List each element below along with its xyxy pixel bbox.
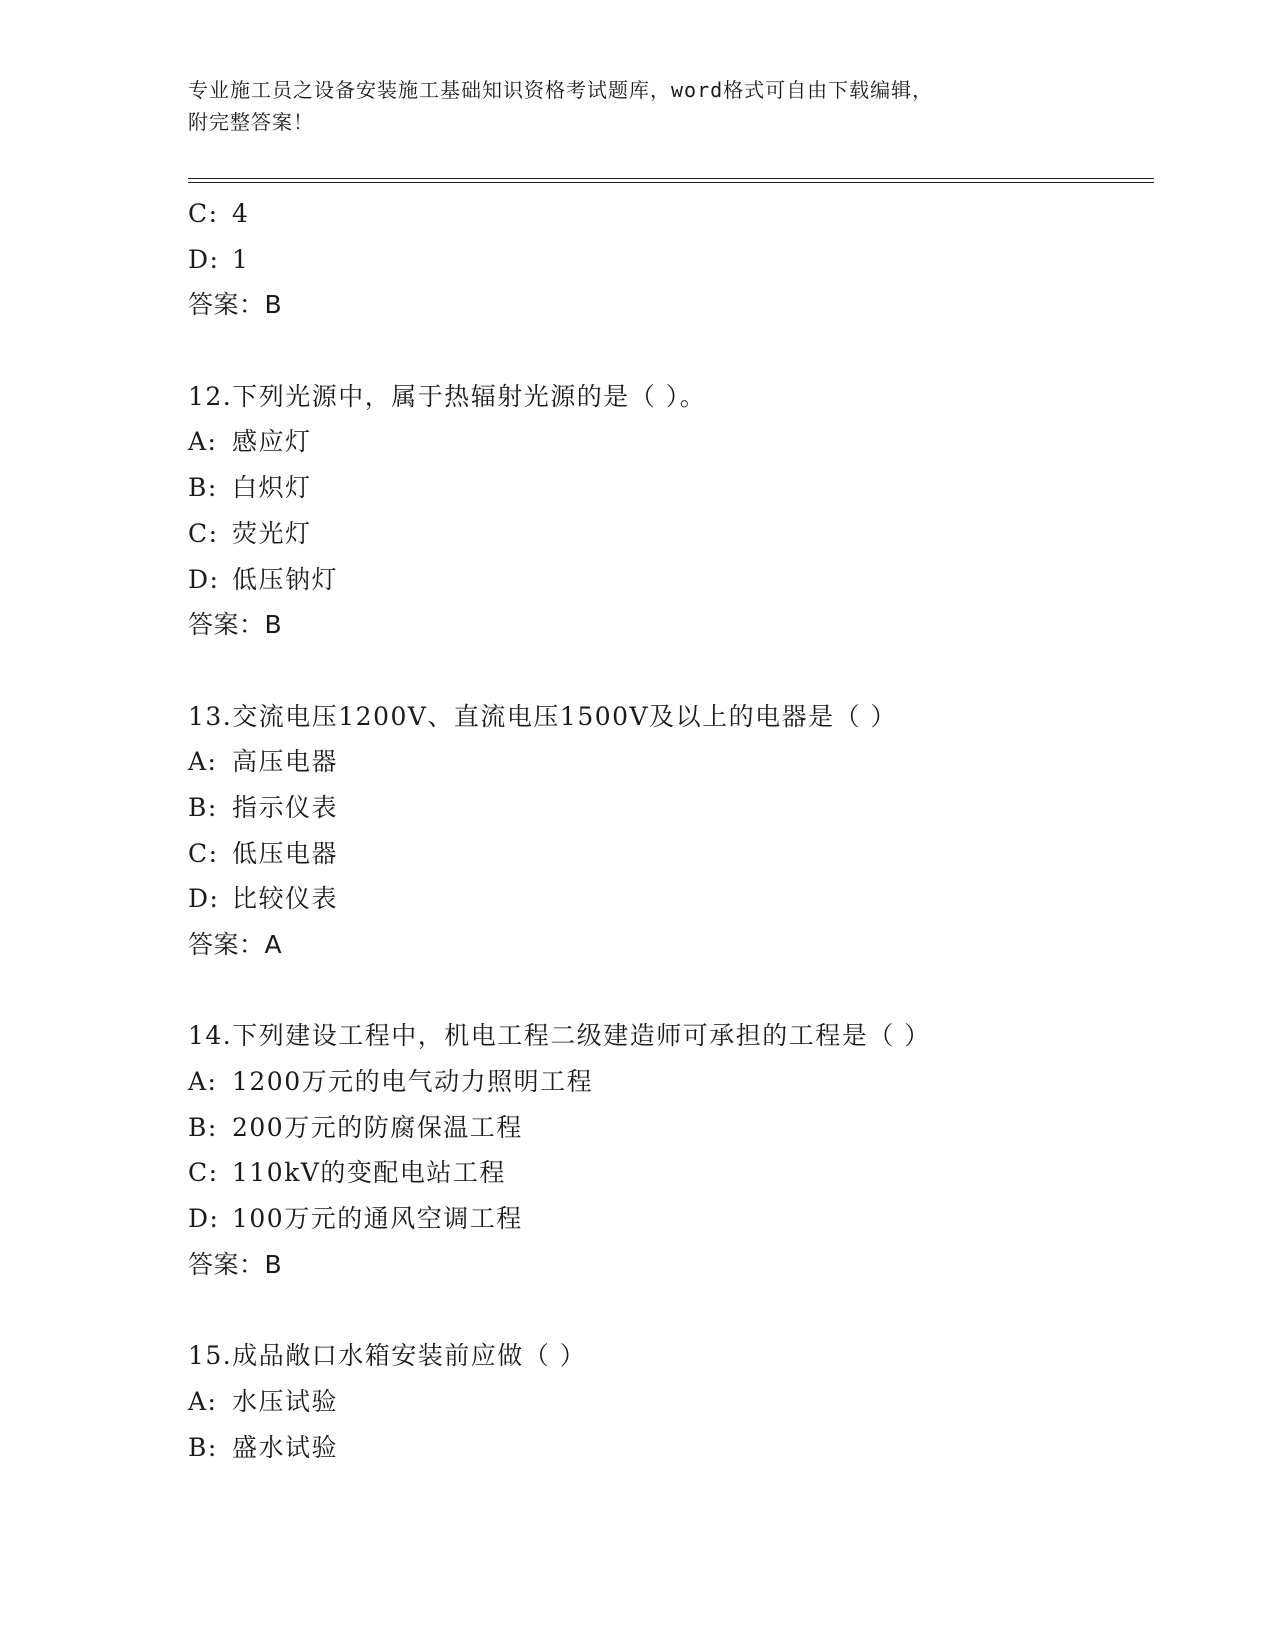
option-d [188, 1200, 1154, 1246]
option-text: 感应灯 [232, 427, 312, 457]
option-b [188, 1109, 1154, 1155]
option-letter: A: [188, 747, 218, 777]
option-text: 110kV的变配电站工程 [232, 1158, 506, 1188]
question-list [188, 195, 1154, 1474]
option-text: 盛水试验 [232, 1432, 339, 1462]
option-d [188, 880, 1154, 926]
option-d [188, 241, 1154, 287]
header-divider-bottom [188, 182, 1154, 183]
option-a [188, 1383, 1154, 1429]
option-text: 比较仪表 [232, 884, 339, 914]
answer-line: 答案：B [188, 610, 283, 640]
answer-line: 答案：B [188, 1249, 283, 1279]
option-text: 4 [232, 199, 250, 228]
option-text: 低压电器 [232, 838, 339, 868]
option-a [188, 423, 1154, 469]
option-text: 荧光灯 [232, 518, 312, 548]
option-b [188, 469, 1154, 515]
question-stem: 15.成品敞口水箱安装前应做（ ） [188, 1341, 587, 1371]
option-letter: C: [188, 518, 219, 548]
option-letter: A: [188, 1386, 218, 1416]
page-header [188, 74, 1088, 138]
option-b [188, 789, 1154, 835]
option-letter: B: [188, 792, 218, 822]
question-stem: 13.交流电压1200V、直流电压1500V及以上的电器是（ ） [188, 701, 898, 731]
option-text: 低压钠灯 [232, 564, 339, 594]
option-letter: A: [188, 1067, 218, 1097]
option-text: 200万元的防腐保温工程 [232, 1112, 523, 1142]
option-text: 1 [232, 244, 250, 274]
option-text: 白炽灯 [232, 473, 312, 503]
option-letter: A: [188, 427, 218, 457]
option-letter: B: [188, 473, 218, 503]
option-letter: C: [188, 199, 219, 228]
header-title-line-2: 附完整答案！ [188, 110, 314, 134]
header-divider-top [188, 178, 1154, 179]
answer-line: 答案：A [188, 930, 283, 959]
spacer [188, 1292, 1154, 1338]
option-c [188, 835, 1154, 881]
option-d [188, 561, 1154, 607]
option-letter: D: [188, 884, 220, 914]
option-text: 水压试验 [232, 1386, 339, 1416]
header-title-line-1: 专业施工员之设备安装施工基础知识资格考试题库，word格式可自由下载编辑， [188, 78, 934, 102]
option-text: 1200万元的电气动力照明工程 [232, 1067, 594, 1097]
option-c [188, 1154, 1154, 1200]
option-text: 指示仪表 [232, 792, 339, 822]
option-letter: B: [188, 1432, 218, 1462]
option-letter: D: [188, 564, 220, 594]
question-stem: 14.下列建设工程中，机电工程二级建造师可承担的工程是（ ） [188, 1021, 931, 1051]
spacer [188, 972, 1154, 1018]
option-letter: B: [188, 1112, 218, 1142]
option-text: 100万元的通风空调工程 [232, 1204, 523, 1234]
option-letter: D: [188, 1204, 220, 1234]
option-a [188, 743, 1154, 789]
option-letter: C: [188, 838, 219, 868]
spacer [188, 652, 1154, 698]
option-letter: D: [188, 244, 220, 274]
spacer [188, 332, 1154, 378]
option-c [188, 195, 1154, 241]
option-text: 高压电器 [232, 747, 339, 777]
option-b [188, 1429, 1154, 1475]
option-letter: C: [188, 1158, 219, 1188]
option-c [188, 515, 1154, 561]
answer-line: 答案：B [188, 290, 283, 320]
option-a [188, 1063, 1154, 1109]
question-stem: 12.下列光源中，属于热辐射光源的是（ ）。 [188, 381, 707, 411]
